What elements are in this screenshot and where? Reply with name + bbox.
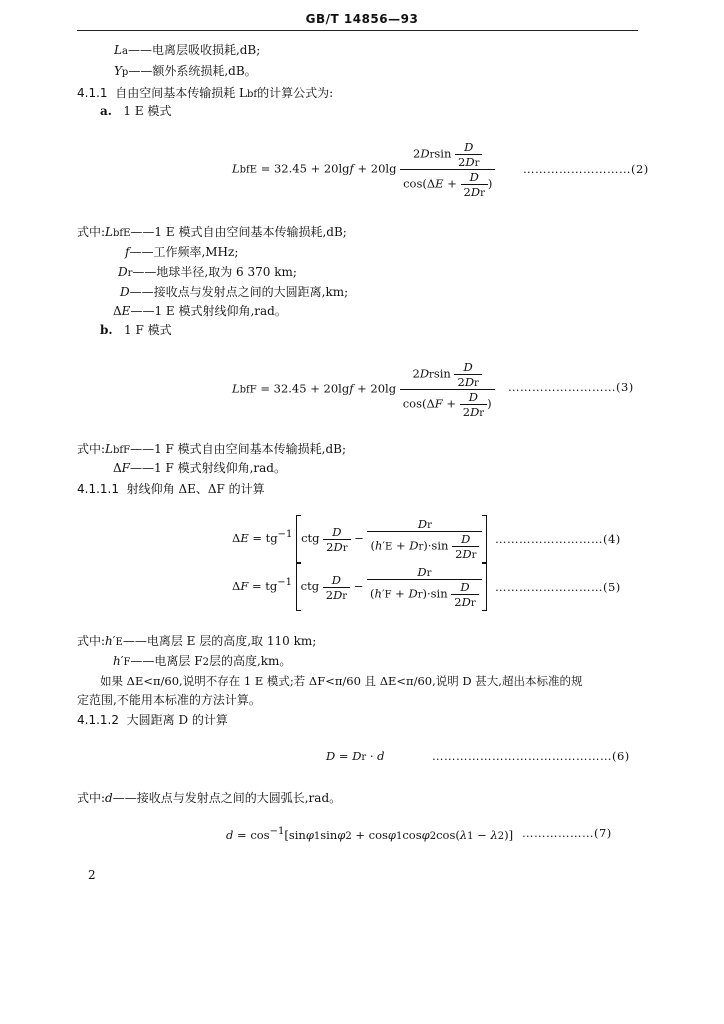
delta-f-definition: ΔF——1 F 模式射线仰角,rad。 bbox=[113, 461, 286, 475]
paragraph-line-2: 定范围,不能用本标准的方法计算。 bbox=[77, 693, 261, 707]
page-header: GB/T 14856—93 bbox=[305, 12, 419, 26]
d-definition: D——接收点与发射点之间的大圆距离,km; bbox=[120, 285, 349, 299]
dr-definition: Dr——地球半径,取为 6 370 km; bbox=[118, 265, 297, 279]
section-4-1-1-2: 4.1.1.2 大圆距离 D 的计算 bbox=[77, 713, 228, 727]
equation-2: LbfE = 32.45 + 20lgf + 20lg 2Drsin $\frac{D}{2Dr}$ cos(ΔE + $\frac{D}{2Dr}$ ) bbox=[232, 140, 495, 199]
equation-3: LbfF = 32.45 + 20lgf + 20lg 2Drsin $\frac{D}{2Dr}$ cos(ΔF + $\frac{D}{2Dr}$ ) bbox=[232, 360, 495, 419]
equation-7-number: ………………(7) bbox=[522, 826, 612, 840]
yp-definition: Yp——额外系统损耗,dB。 bbox=[114, 64, 257, 78]
dd-definition: 式中:d——接收点与发射点之间的大圆弧长,rad。 bbox=[77, 791, 342, 805]
section-4-1-1-1: 4.1.1.1 射线仰角 ΔE、ΔF 的计算 bbox=[77, 482, 265, 496]
equation-6-number: ………………………………………(6) bbox=[432, 749, 630, 763]
lbff-definition: 式中:LbfF——1 F 模式自由空间基本传输损耗,dB; bbox=[77, 442, 347, 456]
delta-e-definition: ΔE——1 E 模式射线仰角,rad。 bbox=[113, 304, 287, 318]
equation-4-number: ………………………(4) bbox=[495, 532, 621, 546]
header-rule bbox=[77, 30, 638, 31]
hf-definition: h′F——电离层 F2层的高度,km。 bbox=[113, 654, 292, 668]
paragraph-line-1: 如果 ΔE<π/60,说明不存在 1 E 模式;若 ΔF<π/60 且 ΔE<π/60,说明 D 甚大,超出本标准的规 bbox=[100, 674, 583, 688]
lbfe-definition: 式中:LbfE——1 E 模式自由空间基本传输损耗,dB; bbox=[77, 225, 347, 239]
equation-5: $\Delta F = tg^{-1}$ ctg $\frac{D}{2Dr}$ − Dr (h′F + Dr)·sin $\frac{D}{2Dr}$ bbox=[232, 563, 487, 611]
equation-3-number: ………………………(3) bbox=[508, 380, 634, 394]
equation-7: $d = \cos^{-1}[\sin\varphi 1\sin\varphi 2 + \cos\varphi 1\cos\varphi 2\cos(\lambda 1 - \lambda 2)]$ bbox=[226, 826, 514, 842]
section-4-1-1: 4.1.1 自由空间基本传输损耗 Lbf的计算公式为: bbox=[77, 86, 334, 100]
item-a: a. 1 E 模式 bbox=[100, 104, 172, 118]
item-b: b. 1 F 模式 bbox=[100, 323, 172, 337]
equation-6: D = Dr · d bbox=[326, 749, 385, 763]
f-definition: f——工作频率,MHz; bbox=[125, 245, 239, 259]
he-definition: 式中:h′E——电离层 E 层的高度,取 110 km; bbox=[77, 634, 317, 648]
la-definition: La——电离层吸收损耗,dB; bbox=[114, 43, 261, 57]
equation-4: $\Delta E = tg^{-1}$ ctg $\frac{D}{2Dr}$ − Dr (h′E + Dr)·sin $\frac{D}{2Dr}$ bbox=[232, 515, 487, 563]
equation-5-number: ………………………(5) bbox=[495, 580, 621, 594]
equation-2-number: ………………………(2) bbox=[523, 162, 649, 176]
page-number: 2 bbox=[88, 868, 96, 882]
